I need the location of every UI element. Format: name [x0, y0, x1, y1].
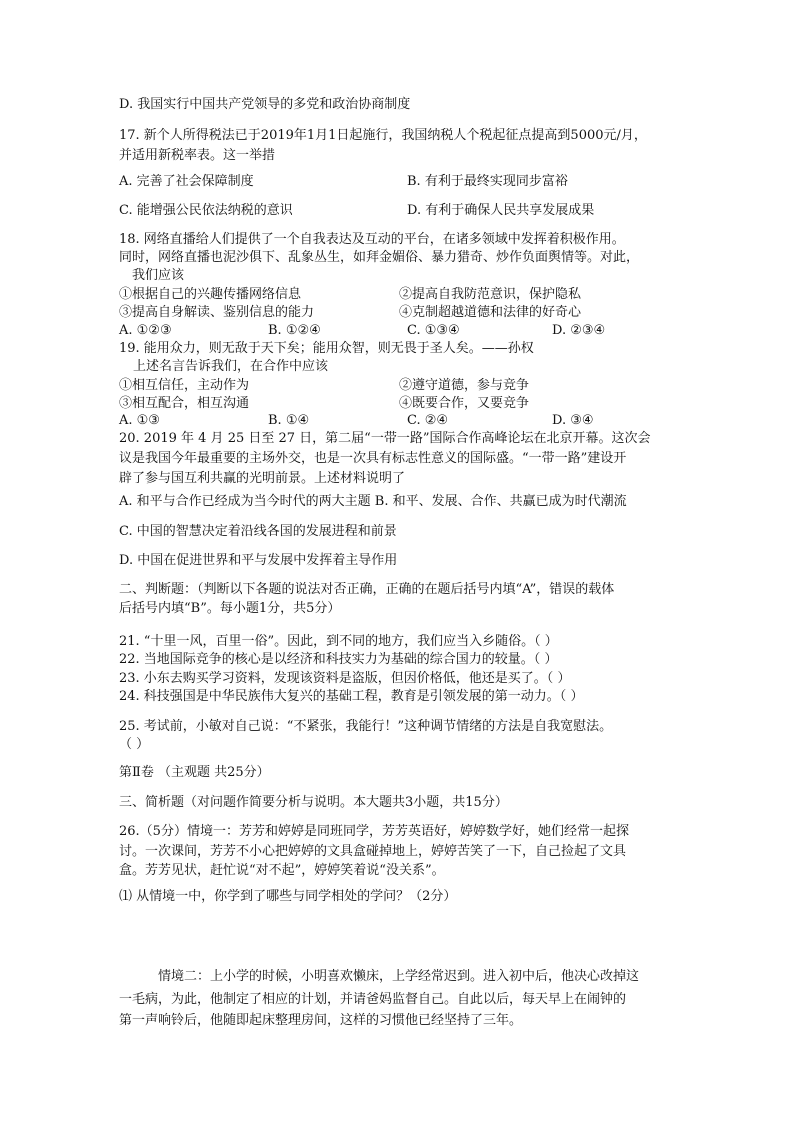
q19-item-3: ③相互配合，相互沟通 [119, 396, 250, 411]
q18-item-1: ①根据自己的兴趣传播网络信息 [119, 287, 302, 302]
scenario2-line2: 一毛病，为此，他制定了相应的计划，并请爸妈监督自己。自此以后，每天早上在闹钟的 [119, 992, 627, 1007]
q20-stem-line3: 辟了参与国互利共赢的光明前景。上述材料说明了 [119, 471, 406, 486]
q26-subquestion-1: ⑴ 从情境一中，你学到了哪些与同学相处的学问？（2分） [119, 889, 457, 904]
section3-heading: 三、简析题（对问题作简要分析与说明。本大题共3小题，共15分） [119, 795, 508, 810]
q18-item-2: ②提高自我防范意识，保护隐私 [399, 287, 582, 302]
q19-stem-line1: 19. 能用众力，则无敌于天下矣；能用众智，则无畏于圣人矣。——孙权 [119, 341, 534, 356]
q19-choice-c: C. ②④ [407, 413, 449, 428]
q24: 24. 科技强国是中华民族伟大复兴的基础工程，教育是引领发展的第一动力。（ ） [119, 689, 584, 704]
q21: 21. “十里一风，百里一俗”。因此，到不同的地方，我们应当入乡随俗。（ ） [119, 634, 558, 649]
q26-line2: 讨。一次课间，芳芳不小心把婷婷的文具盒碰掉地上，婷婷苦笑了一下，自己捡起了文具 [119, 844, 627, 859]
q23: 23. 小东去购买学习资料，发现该资料是盗版，但因价格低，他还是买了。（ ） [119, 671, 571, 686]
q20-option-b-text: B. 和平、发展、合作、共赢已成为时代潮流 [374, 494, 627, 509]
q17-stem-line1: 17. 新个人所得税法已于2019年1月1日起施行，我国纳税人个税起征点提高到5000元/月， [119, 128, 647, 143]
q18-choice-c: C. ①③④ [407, 323, 460, 338]
q17-stem-line2: 并适用新税率表。这一举措 [119, 148, 276, 163]
q19-choice-d: D. ③④ [552, 413, 594, 428]
paper2-title: 第Ⅱ卷 （主观题 共25分） [119, 765, 270, 780]
q18-choice-b: B. ①②④ [268, 323, 321, 338]
q18-item-4: ④克制超越道德和法律的好奇心 [399, 305, 582, 320]
section2-heading-line2: 后括号内填“B”。每小题1分，共5分） [119, 601, 341, 616]
q18-item-3: ③提高自身解读、鉴别信息的能力 [119, 305, 315, 320]
q19-item-4: ④既要合作，又要竞争 [399, 396, 530, 411]
q20-option-c: C. 中国的智慧决定着沿线各国的发展进程和前景 [119, 524, 397, 539]
q20-option-a-text: A. 和平与合作已经成为当今时代的两大主题 [119, 494, 371, 509]
q18-choice-a: A. ①②③ [119, 323, 172, 338]
q18-stem-line2: 同时，网络直播也泥沙俱下、乱象丛生，如拜金媚俗、暴力猎奇、炒作负面舆情等。对此， [119, 250, 640, 265]
q25-line1: 25. 考试前，小敏对自己说：“不紧张，我能行！”这种调节情绪的方法是自我宽慰法。 [119, 719, 613, 734]
q18-choice-d: D. ②③④ [552, 323, 606, 338]
q17-option-a: A. 完善了社会保障制度 [119, 174, 254, 189]
q26-line3: 盒。芳芳见状，赶忙说“对不起”，婷婷笑着说“没关系”。 [119, 863, 445, 878]
q18-stem-line3: 我们应该 [132, 268, 185, 283]
q17-option-b: B. 有利于最终实现同步富裕 [407, 174, 568, 189]
q19-item-1: ①相互信任，主动作为 [119, 378, 250, 393]
q25-line2: （ ） [119, 737, 150, 752]
q20-stem-line2: 议是我国今年最重要的主场外交，也是一次具有标志性意义的国际盛。“一带一路”建设开 [119, 451, 627, 466]
q20-stem-line1: 20. 2019 年 4 月 25 日至 27 日，第二届“一带一路”国际合作高峰论坛在北京开幕。这次会 [119, 431, 651, 446]
section2-heading-line1: 二、判断题：（判断以下各题的说法对否正确，正确的在题后括号内填“A”，错误的载体 [119, 582, 615, 597]
q18-stem-line1: 18. 网络直播给人们提供了一个自我表达及互动的平台，在诸多领域中发挥着积极作用。 [119, 232, 625, 247]
q19-choice-b: B. ①④ [268, 413, 310, 428]
q19-stem-line2: 上述名言告诉我们，在合作中应该 [133, 359, 329, 374]
q19-choice-a: A. ①③ [119, 413, 160, 428]
q26-line1: 26.（5分）情境一：芳芳和婷婷是同班同学，芳芳英语好，婷婷数学好，她们经常一起探 [119, 824, 629, 839]
q22: 22. 当地国际竞争的核心是以经济和科技实力为基础的综合国力的较量。（ ） [119, 652, 558, 667]
q20-option-a [119, 493, 627, 511]
q17-option-d: D. 有利于确保人民共享发展成果 [407, 203, 595, 218]
q20-option-d: D. 中国在促进世界和平与发展中发挥着主导作用 [119, 553, 398, 568]
scenario2-line3: 第一声响铃后，他随即起床整理房间，这样的习惯他已经坚持了三年。 [119, 1013, 523, 1028]
q16-option-d: D. 我国实行中国共产党领导的多党和政治协商制度 [119, 97, 411, 112]
q17-option-c: C. 能增强公民依法纳税的意识 [119, 203, 293, 218]
q19-item-2: ②遵守道德，参与竞争 [399, 378, 530, 393]
scenario2-line1: 情境二：上小学的时候，小明喜欢懒床，上学经常迟到。进入初中后，他决心改掉这 [158, 969, 640, 984]
